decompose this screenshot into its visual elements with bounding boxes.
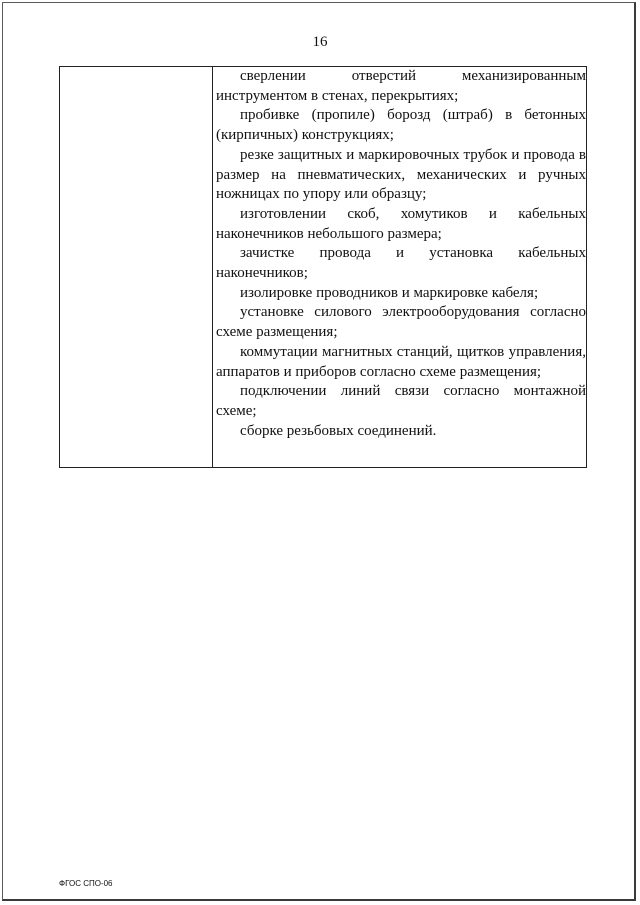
table-left-cell <box>60 67 213 467</box>
content-table <box>59 66 587 468</box>
list-item: коммутации магнитных станций, щитков управления, аппаратов и приборов согласно схеме размещения; <box>216 343 586 380</box>
table-right-cell <box>213 67 586 467</box>
list-item: установке силового электрооборудования согласно схеме размещения; <box>216 304 586 341</box>
list-item: изготовлении скоб, хомутиков и кабельных наконечников небольшого размера; <box>216 205 586 242</box>
list-item: сборке резьбовых соединений. <box>240 422 437 439</box>
list-item: сверлении отверстий механизированным инструментом в стенах, перекрытиях; <box>216 68 586 104</box>
page-number: 16 <box>312 34 328 50</box>
list-item: резке защитных и маркировочных трубок и провода в размер на пневматических, механических и ручных ножницах по упору или образцу; <box>216 146 586 203</box>
list-item: пробивке (пропиле) борозд (штраб) в бетонных (кирпичных) конструкциях; <box>216 107 586 144</box>
list-item: зачистке провода и установка кабельных наконечников; <box>216 245 586 282</box>
document-footer-code: ФГОС СПО-06 <box>59 879 113 888</box>
list-item: подключении линий связи согласно монтажной схеме; <box>216 383 586 419</box>
list-item: изолировке проводников и маркировке кабеля; <box>240 284 539 301</box>
